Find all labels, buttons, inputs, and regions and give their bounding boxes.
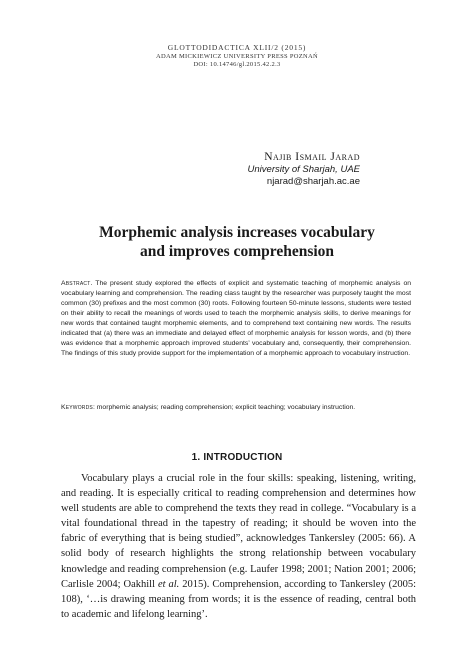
- paper-title: [0, 223, 474, 261]
- body-text-part-1: Vocabulary plays a crucial role in the four skills: speaking, listening, writing, and reading. It is especially critical to reading comprehension and determines how well students are able to comprehend the texts they read in college. “Vocabulary is a vital foundational thread in the tapestry of reading; it should be woven into the fabric of everything that is being studied”, acknowledges Tankersley (2005: 66). A solid body of research highlights the strong relationship between vocabulary knowledge and reading comprehension (e.g. Laufer 1998; 2001; Nation 2001; 2006; Carlisle 2004; Oakhill: [61, 473, 416, 590]
- title-line-1: Morphemic analysis increases vocabulary: [99, 224, 375, 241]
- keywords-label: Keywords: [61, 404, 93, 411]
- journal-header: [0, 44, 474, 70]
- body-paragraph: [61, 471, 416, 622]
- author-affiliation: University of Sharjah, UAE: [247, 164, 360, 175]
- publisher-line: ADAM MICKIEWICZ UNIVERSITY PRESS POZNAŃ: [155, 52, 319, 60]
- section-heading: 1. INTRODUCTION: [191, 452, 283, 463]
- author-email: njarad@sharjah.ac.ae: [266, 176, 360, 187]
- body-text-etal: et al.: [157, 578, 180, 590]
- author-name: Najib Ismail Jarad: [264, 151, 360, 163]
- doi-line: DOI: 10.14746/gl.2015.42.2.3: [193, 61, 281, 68]
- abstract: Abstract. The present study explored the effects of explicit and systematic teaching of morphemic analysis on vocabulary learning and comprehension. The reading class taught by the researcher was purposely taught the most common (30) prefixes and the most common (30) roots. Following fourteen 50-minute lessons, students were tested on their ability to recall the meanings of words used to teach the morphemic analysis skills, to derive meanings for new words that contained taught morphemic elements, and to comprehend text containing new words. The results indicated that (a) there was an immediate and delayed effect of morphemic analysis for lesson words, and (b) there was evidence that a morphemic approach improved students’ vocabulary and, consequently, their comprehension. The findings of this study provide support for the implementation of a morphemic approach to vocabulary instruction.: [61, 280, 411, 357]
- abstract-text: The present study explored the effects of explicit and systematic teaching of morphemic analysis on vocabulary learning and comprehension. The reading class taught by the researcher was purposely taught the most common (30) prefixes and the most common (30) roots. Following fourteen 50-minute lessons, students were tested on their ability to recall the meanings of words used to teach the morphemic analysis skills, to derive meanings for new words that contained taught morphemic elements, and to comprehend text containing new words. The results indicated that (a) there was an immediate and delayed effect of morphemic analysis for lesson words, and (b) there was evidence that a morphemic approach improved students’ vocabulary and, consequently, their comprehension. The findings of this study provide support for the implementation of a morphemic approach to vocabulary instruction.: [61, 280, 411, 357]
- keywords: Keywords: morphemic analysis; reading comprehension; explicit teaching; vocabulary instruction.: [61, 404, 356, 411]
- journal-name: GLOTTODIDACTICA XLII/2 (2015): [167, 43, 307, 52]
- abstract-label: Abstract: [61, 280, 91, 287]
- title-line-2: and improves comprehension: [139, 243, 335, 260]
- body-text-part-2: 2015). Comprehension, according to Tankersley (2005: 108), ‘…is drawing meaning from words; it is the essence of reading, central both to academic and lifelong learning’.: [61, 578, 417, 620]
- author-block: [248, 150, 360, 188]
- keywords-text: morphemic analysis; reading comprehension; explicit teaching; vocabulary instruction.: [96, 404, 356, 411]
